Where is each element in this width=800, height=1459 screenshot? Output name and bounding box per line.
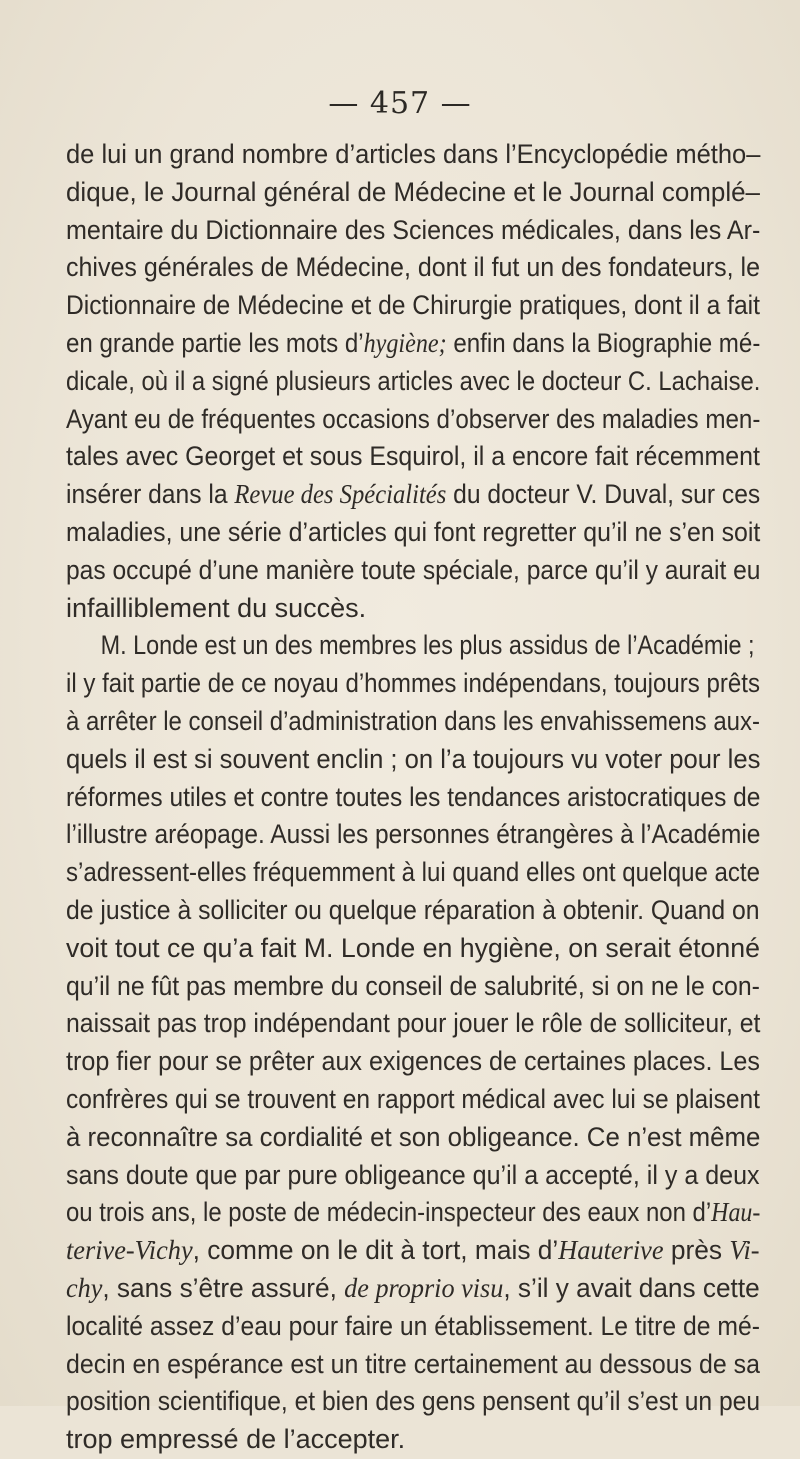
text-line: dique, le Journal général de Médecine et le Journal complé– [66,176,760,207]
text-line: Dictionnaire de Médecine et de Chirurgie pratiques, dont il a fait [66,290,760,321]
text-line: M. Londe est un des membres les plus assidus de l’Académie ; [100,630,755,661]
text-line: localité assez d’eau pour faire un établissement. Le titre de mé- [66,1310,760,1341]
text-line: decin en espérance est un titre certainement au dessous de sa [66,1348,760,1379]
text-line: maladies, une série d’articles qui font regretter qu’il ne s’en soit [66,516,761,547]
text-line: insérer dans la Revue des Spécialités du docteur V. Duval, sur ces [66,479,761,510]
page-number: — 457 — [328,86,472,121]
text-line: il y fait partie de ce noyau d’hommes indépendans, toujours prêts [66,668,760,699]
text-line: sans doute que par pure obligeance qu’il a accepté, il y a deux [66,1159,760,1190]
text-line: s’adressent-elles fréquemment à lui quand elles ont quelque acte [66,857,760,888]
text-line: mentaire du Dictionnaire des Sciences médicales, dans les Ar- [66,214,761,245]
text-line: dicale, où il a signé plusieurs articles avec le docteur C. Lachaise. [66,365,761,396]
text-line: chy, sans s’être assuré, de proprio visu, s’il y avait dans cette [66,1272,760,1303]
text-line: chives générales de Médecine, dont il fut un des fondateurs, le [66,252,761,283]
text-line: quels il est si souvent enclin ; on l’a toujours vu voter pour les [66,743,761,774]
text-line: qu’il ne fût pas membre du conseil de salubrité, si on ne le con- [66,970,760,1001]
text-line: de justice à solliciter ou quelque réparation à obtenir. Quand on [66,894,760,925]
text-line: infailliblement du succès. [66,592,367,623]
text-line: naissait pas trop indépendant pour jouer le rôle de solliciteur, et [66,1008,761,1039]
text-line: réformes utiles et contre toutes les tendances aristocratiques de [66,781,761,812]
text-line: l’illustre aréopage. Aussi les personnes étrangères à l’Académie [66,819,761,850]
text-line: trop empressé de l’accepter. [66,1424,406,1455]
text-line: terive-Vichy, comme on le dit à tort, mais d’Hauterive près Vi- [66,1235,760,1266]
text-line: tales avec Georget et sous Esquirol, il a encore fait récemment [66,441,760,472]
text-line: voit tout ce qu’a fait M. Londe en hygiène, on serait étonné [66,932,760,963]
text-line: à reconnaître sa cordialité et son obligeance. Ce n’est même [66,1121,761,1152]
text-line: pas occupé d’une manière toute spéciale, parce qu’il y aurait eu [66,554,761,585]
text-line: trop fier pour se prêter aux exigences de certaines places. Les [66,1046,760,1077]
text-line: de lui un grand nombre d’articles dans l’Encyclopédie métho– [66,139,761,169]
text-line: confrères qui se trouvent en rapport médical avec lui se plaisent [66,1083,760,1114]
text-line: position scientifique, et bien des gens pensent qu’il s’est un peu [66,1386,761,1417]
text-line: ou trois ans, le poste de médecin-inspecteur des eaux non d’Hau- [66,1197,761,1228]
text-line: en grande partie les mots d’hygiène; enfin dans la Biographie mé- [66,327,761,358]
text-line: à arrêter le conseil d’administration dans les envahissemens aux- [66,705,760,736]
text-line: Ayant eu de fréquentes occasions d’observer des maladies men- [66,403,761,434]
body-text [66,136,760,1459]
